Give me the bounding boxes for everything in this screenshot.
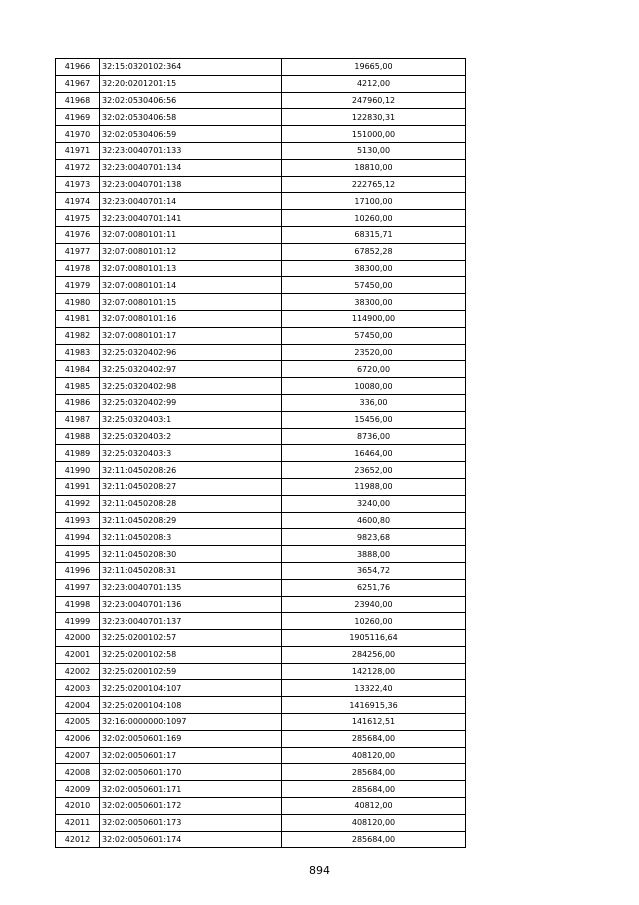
row-number-cell: 41982 xyxy=(56,327,100,344)
row-number-cell: 41968 xyxy=(56,92,100,109)
row-number-cell: 41983 xyxy=(56,344,100,361)
value-cell: 10260,00 xyxy=(282,210,466,227)
cadastral-number-cell: 32:02:0050601:174 xyxy=(100,831,282,848)
cadastral-number-cell: 32:11:0450208:31 xyxy=(100,562,282,579)
table-row xyxy=(56,596,466,613)
cadastral-number-cell: 32:07:0080101:11 xyxy=(100,226,282,243)
cadastral-number-cell: 32:11:0450208:30 xyxy=(100,546,282,563)
row-number-cell: 41995 xyxy=(56,546,100,563)
cadastral-number-cell: 32:23:0040701:133 xyxy=(100,142,282,159)
table-row xyxy=(56,646,466,663)
row-number-cell: 41989 xyxy=(56,445,100,462)
table-row xyxy=(56,445,466,462)
value-cell: 114900,00 xyxy=(282,310,466,327)
value-cell: 151000,00 xyxy=(282,126,466,143)
page-number: 894 xyxy=(309,864,330,877)
table-row xyxy=(56,663,466,680)
table-row xyxy=(56,478,466,495)
value-cell: 40812,00 xyxy=(282,798,466,815)
value-cell: 247960,12 xyxy=(282,92,466,109)
cadastral-number-cell: 32:11:0450208:29 xyxy=(100,512,282,529)
table-row xyxy=(56,294,466,311)
table-row xyxy=(56,747,466,764)
table-row xyxy=(56,159,466,176)
row-number-cell: 41979 xyxy=(56,277,100,294)
value-cell: 68315,71 xyxy=(282,226,466,243)
table-row xyxy=(56,546,466,563)
value-cell: 285684,00 xyxy=(282,831,466,848)
cadastral-number-cell: 32:02:0050601:171 xyxy=(100,781,282,798)
row-number-cell: 41973 xyxy=(56,176,100,193)
row-number-cell: 41984 xyxy=(56,361,100,378)
table-row xyxy=(56,260,466,277)
row-number-cell: 41969 xyxy=(56,109,100,126)
value-cell: 10080,00 xyxy=(282,378,466,395)
cadastral-number-cell: 32:02:0530406:58 xyxy=(100,109,282,126)
row-number-cell: 42012 xyxy=(56,831,100,848)
value-cell: 4600,80 xyxy=(282,512,466,529)
value-cell: 408120,00 xyxy=(282,814,466,831)
cadastral-number-cell: 32:25:0320403:2 xyxy=(100,428,282,445)
table-row xyxy=(56,764,466,781)
cadastral-number-cell: 32:23:0040701:141 xyxy=(100,210,282,227)
table-row xyxy=(56,277,466,294)
cadastral-number-cell: 32:16:0000000:1097 xyxy=(100,714,282,731)
row-number-cell: 41994 xyxy=(56,529,100,546)
row-number-cell: 41966 xyxy=(56,59,100,76)
row-number-cell: 42011 xyxy=(56,814,100,831)
row-number-cell: 41974 xyxy=(56,193,100,210)
value-cell: 6720,00 xyxy=(282,361,466,378)
cadastral-number-cell: 32:11:0450208:27 xyxy=(100,478,282,495)
cadastral-number-cell: 32:02:0050601:169 xyxy=(100,730,282,747)
row-number-cell: 41975 xyxy=(56,210,100,227)
cadastral-value-table xyxy=(55,58,466,848)
value-cell: 5130,00 xyxy=(282,142,466,159)
value-cell: 11988,00 xyxy=(282,478,466,495)
cadastral-number-cell: 32:25:0320402:97 xyxy=(100,361,282,378)
row-number-cell: 41967 xyxy=(56,75,100,92)
row-number-cell: 41999 xyxy=(56,613,100,630)
row-number-cell: 41971 xyxy=(56,142,100,159)
row-number-cell: 41977 xyxy=(56,243,100,260)
value-cell: 10260,00 xyxy=(282,613,466,630)
value-cell: 3240,00 xyxy=(282,495,466,512)
table-row xyxy=(56,680,466,697)
table-row xyxy=(56,310,466,327)
value-cell: 23940,00 xyxy=(282,596,466,613)
cadastral-number-cell: 32:02:0050601:17 xyxy=(100,747,282,764)
value-cell: 23520,00 xyxy=(282,344,466,361)
value-cell: 8736,00 xyxy=(282,428,466,445)
cadastral-number-cell: 32:11:0450208:26 xyxy=(100,462,282,479)
value-cell: 9823,68 xyxy=(282,529,466,546)
table-row xyxy=(56,378,466,395)
value-cell: 222765,12 xyxy=(282,176,466,193)
cadastral-number-cell: 32:07:0080101:13 xyxy=(100,260,282,277)
value-cell: 13322,40 xyxy=(282,680,466,697)
value-cell: 57450,00 xyxy=(282,327,466,344)
table-row xyxy=(56,697,466,714)
table-row xyxy=(56,75,466,92)
cadastral-number-cell: 32:07:0080101:16 xyxy=(100,310,282,327)
row-number-cell: 42003 xyxy=(56,680,100,697)
cadastral-number-cell: 32:11:0450208:28 xyxy=(100,495,282,512)
value-cell: 408120,00 xyxy=(282,747,466,764)
row-number-cell: 41972 xyxy=(56,159,100,176)
value-cell: 336,00 xyxy=(282,394,466,411)
value-cell: 1905116,64 xyxy=(282,630,466,647)
table-row xyxy=(56,226,466,243)
row-number-cell: 42008 xyxy=(56,764,100,781)
cadastral-number-cell: 32:25:0320403:3 xyxy=(100,445,282,462)
row-number-cell: 41980 xyxy=(56,294,100,311)
row-number-cell: 41996 xyxy=(56,562,100,579)
table-row xyxy=(56,613,466,630)
value-cell: 6251,76 xyxy=(282,579,466,596)
cadastral-number-cell: 32:11:0450208:3 xyxy=(100,529,282,546)
table-row xyxy=(56,630,466,647)
cadastral-number-cell: 32:25:0320403:1 xyxy=(100,411,282,428)
cadastral-number-cell: 32:23:0040701:137 xyxy=(100,613,282,630)
table-row xyxy=(56,344,466,361)
cadastral-number-cell: 32:02:0050601:170 xyxy=(100,764,282,781)
value-cell: 4212,00 xyxy=(282,75,466,92)
value-cell: 3654,72 xyxy=(282,562,466,579)
row-number-cell: 41991 xyxy=(56,478,100,495)
table-row xyxy=(56,210,466,227)
row-number-cell: 41986 xyxy=(56,394,100,411)
table-row xyxy=(56,714,466,731)
value-cell: 17100,00 xyxy=(282,193,466,210)
row-number-cell: 42007 xyxy=(56,747,100,764)
table-row xyxy=(56,529,466,546)
row-number-cell: 42005 xyxy=(56,714,100,731)
row-number-cell: 41993 xyxy=(56,512,100,529)
table-body xyxy=(56,59,466,848)
cadastral-number-cell: 32:23:0040701:138 xyxy=(100,176,282,193)
table-row xyxy=(56,394,466,411)
value-cell: 285684,00 xyxy=(282,764,466,781)
row-number-cell: 42006 xyxy=(56,730,100,747)
row-number-cell: 42010 xyxy=(56,798,100,815)
table-row xyxy=(56,512,466,529)
table-row xyxy=(56,59,466,76)
cadastral-number-cell: 32:23:0040701:136 xyxy=(100,596,282,613)
row-number-cell: 41976 xyxy=(56,226,100,243)
table-row xyxy=(56,462,466,479)
cadastral-number-cell: 32:07:0080101:14 xyxy=(100,277,282,294)
row-number-cell: 42002 xyxy=(56,663,100,680)
table-row xyxy=(56,781,466,798)
cadastral-number-cell: 32:07:0080101:17 xyxy=(100,327,282,344)
row-number-cell: 41990 xyxy=(56,462,100,479)
cadastral-number-cell: 32:25:0200102:58 xyxy=(100,646,282,663)
table-row xyxy=(56,428,466,445)
table-row xyxy=(56,142,466,159)
cadastral-number-cell: 32:02:0050601:173 xyxy=(100,814,282,831)
value-cell: 18810,00 xyxy=(282,159,466,176)
table-row xyxy=(56,579,466,596)
table-row xyxy=(56,193,466,210)
value-cell: 23652,00 xyxy=(282,462,466,479)
cadastral-number-cell: 32:25:0200102:57 xyxy=(100,630,282,647)
value-cell: 67852,28 xyxy=(282,243,466,260)
row-number-cell: 41987 xyxy=(56,411,100,428)
value-cell: 122830,31 xyxy=(282,109,466,126)
cadastral-number-cell: 32:15:0320102:364 xyxy=(100,59,282,76)
row-number-cell: 41997 xyxy=(56,579,100,596)
value-cell: 19665,00 xyxy=(282,59,466,76)
row-number-cell: 41978 xyxy=(56,260,100,277)
value-cell: 142128,00 xyxy=(282,663,466,680)
table-row xyxy=(56,495,466,512)
cadastral-number-cell: 32:25:0200104:108 xyxy=(100,697,282,714)
value-cell: 285684,00 xyxy=(282,730,466,747)
table-row xyxy=(56,109,466,126)
cadastral-number-cell: 32:25:0320402:98 xyxy=(100,378,282,395)
row-number-cell: 41981 xyxy=(56,310,100,327)
table-row xyxy=(56,814,466,831)
row-number-cell: 41992 xyxy=(56,495,100,512)
cadastral-number-cell: 32:25:0200102:59 xyxy=(100,663,282,680)
table-row xyxy=(56,243,466,260)
table-row xyxy=(56,562,466,579)
value-cell: 141612,51 xyxy=(282,714,466,731)
table-row xyxy=(56,730,466,747)
cadastral-number-cell: 32:02:0050601:172 xyxy=(100,798,282,815)
cadastral-number-cell: 32:07:0080101:15 xyxy=(100,294,282,311)
cadastral-number-cell: 32:07:0080101:12 xyxy=(100,243,282,260)
table-row xyxy=(56,411,466,428)
row-number-cell: 41970 xyxy=(56,126,100,143)
value-cell: 38300,00 xyxy=(282,294,466,311)
value-cell: 57450,00 xyxy=(282,277,466,294)
value-cell: 1416915,36 xyxy=(282,697,466,714)
cadastral-number-cell: 32:02:0530406:59 xyxy=(100,126,282,143)
table-row xyxy=(56,92,466,109)
table-row xyxy=(56,126,466,143)
row-number-cell: 41988 xyxy=(56,428,100,445)
value-cell: 15456,00 xyxy=(282,411,466,428)
row-number-cell: 42004 xyxy=(56,697,100,714)
cadastral-number-cell: 32:25:0320402:99 xyxy=(100,394,282,411)
table-row xyxy=(56,361,466,378)
cadastral-number-cell: 32:23:0040701:14 xyxy=(100,193,282,210)
value-cell: 285684,00 xyxy=(282,781,466,798)
row-number-cell: 42000 xyxy=(56,630,100,647)
row-number-cell: 41985 xyxy=(56,378,100,395)
cadastral-number-cell: 32:23:0040701:135 xyxy=(100,579,282,596)
value-cell: 38300,00 xyxy=(282,260,466,277)
table-row xyxy=(56,798,466,815)
value-cell: 3888,00 xyxy=(282,546,466,563)
row-number-cell: 42001 xyxy=(56,646,100,663)
row-number-cell: 42009 xyxy=(56,781,100,798)
cadastral-number-cell: 32:02:0530406:56 xyxy=(100,92,282,109)
cadastral-number-cell: 32:23:0040701:134 xyxy=(100,159,282,176)
cadastral-number-cell: 32:25:0320402:96 xyxy=(100,344,282,361)
cadastral-number-cell: 32:20:0201201:15 xyxy=(100,75,282,92)
table-row xyxy=(56,176,466,193)
row-number-cell: 41998 xyxy=(56,596,100,613)
table-row xyxy=(56,327,466,344)
cadastral-number-cell: 32:25:0200104:107 xyxy=(100,680,282,697)
table-row xyxy=(56,831,466,848)
value-cell: 284256,00 xyxy=(282,646,466,663)
value-cell: 16464,00 xyxy=(282,445,466,462)
